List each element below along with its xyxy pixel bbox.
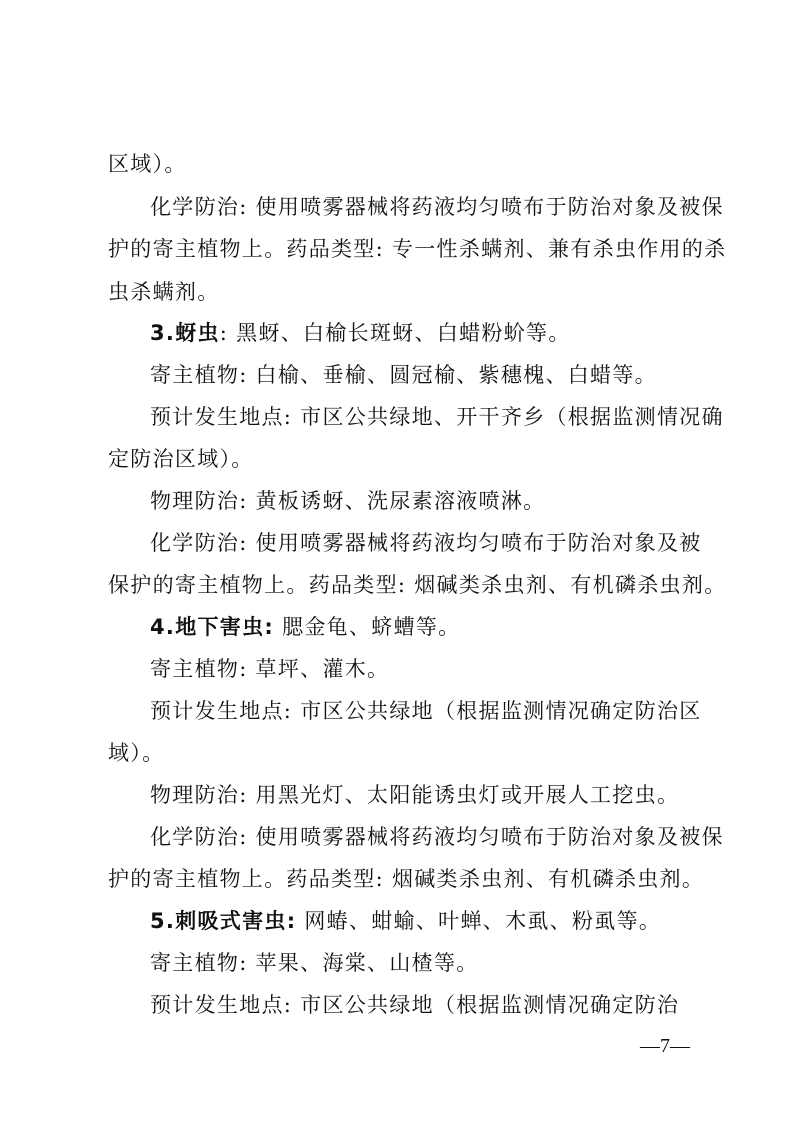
paragraph-line: 区域）。	[108, 152, 187, 176]
section-text: : 黑蚜、白榆长斑蚜、白蜡粉蚧等。	[219, 321, 571, 345]
paragraph-line: 寄主植物: 草坪、灌木。	[150, 657, 390, 681]
section-heading: 5.刺吸式害虫:	[150, 909, 297, 933]
section-heading: 4.地下害虫:	[150, 615, 275, 639]
paragraph-line: 护的寄主植物上。药品类型: 烟碱类杀虫剂、有机磷杀虫剂。	[108, 867, 705, 891]
paragraph-line: 物理防治: 用黑光灯、太阳能诱虫灯或开展人工挖虫。	[150, 783, 680, 807]
paragraph-line: 定防治区域）。	[108, 447, 254, 471]
section-line	[150, 909, 661, 933]
paragraph-line: 寄主植物: 苹果、海棠、山楂等。	[150, 951, 479, 975]
paragraph-line: 虫杀螨剂。	[108, 280, 220, 304]
paragraph-line: 预计发生地点: 市区公共绿地、开干齐乡（根据监测情况确	[150, 405, 724, 429]
paragraph-line: 域）。	[108, 741, 165, 765]
section-text: 腮金龟、蛴螬等。	[274, 615, 461, 639]
section-line	[150, 321, 571, 345]
paragraph-line: 预计发生地点: 市区公共绿地（根据监测情况确定防治	[150, 993, 680, 1017]
page-number: —7—	[640, 1035, 690, 1057]
paragraph-line: 寄主植物: 白榆、垂榆、圆冠榆、紫穗槐、白蜡等。	[150, 363, 657, 387]
paragraph-line: 化学防治: 使用喷雾器械将药液均匀喷布于防治对象及被保	[150, 825, 724, 849]
paragraph-line: 化学防治: 使用喷雾器械将药液均匀喷布于防治对象及被	[150, 531, 702, 555]
paragraph-line: 化学防治: 使用喷雾器械将药液均匀喷布于防治对象及被保	[150, 195, 724, 219]
section-text: 网蝽、蚶蝓、叶蝉、木虱、粉虱等。	[296, 909, 662, 933]
section-line	[150, 615, 460, 639]
paragraph-line: 预计发生地点: 市区公共绿地（根据监测情况确定防治区	[150, 699, 702, 723]
paragraph-line: 保护的寄主植物上。药品类型: 烟碱类杀虫剂、有机磷杀虫剂。	[108, 573, 727, 597]
paragraph-line: 物理防治: 黄板诱蚜、洗尿素溶液喷淋。	[150, 489, 546, 513]
section-heading: 3.蚜虫	[150, 321, 220, 345]
paragraph-line: 护的寄主植物上。药品类型: 专一性杀螨剂、兼有杀虫作用的杀	[108, 237, 727, 261]
